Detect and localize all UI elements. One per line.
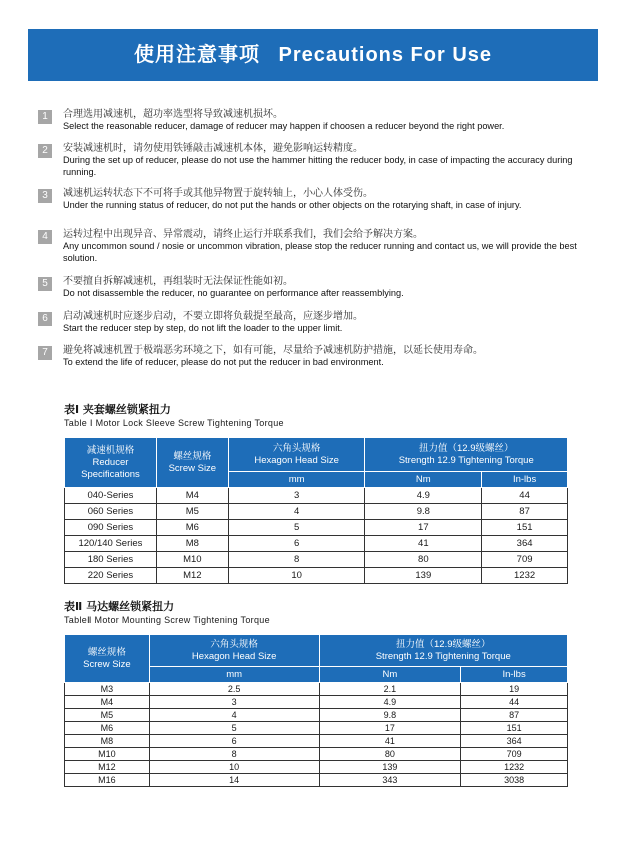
cell: M6 — [156, 520, 228, 536]
table-row — [65, 709, 568, 722]
precaution-item — [38, 344, 608, 374]
header-screw-size: 螺丝规格 Screw Size — [65, 635, 150, 683]
cell: 3 — [228, 488, 365, 504]
cell: 80 — [365, 552, 482, 568]
item-number: 6 — [38, 312, 52, 326]
item-text-en: Any uncommon sound / nosie or uncommon vibration, please stop the reducer running and contact us, we will provide the best solution. — [63, 241, 577, 263]
table-row — [65, 774, 568, 787]
header-hex-head: 六角头规格 Hexagon Head Size — [228, 438, 365, 472]
header-screw-size: 螺丝规格 Screw Size — [156, 438, 228, 488]
table-row — [65, 568, 568, 584]
cell: 8 — [149, 748, 319, 761]
cell: 17 — [365, 520, 482, 536]
precaution-item — [38, 187, 608, 228]
item-number: 5 — [38, 277, 52, 291]
item-number: 1 — [38, 110, 52, 124]
table-row — [65, 536, 568, 552]
cell: 6 — [149, 735, 319, 748]
table-row — [65, 504, 568, 520]
cell: 9.8 — [365, 504, 482, 520]
cell: 44 — [482, 488, 568, 504]
item-text-cn: 安装减速机时，请勿使用铁锤敲击减速机本体，避免影响运转精度。 — [63, 143, 363, 154]
cell: 343 — [319, 774, 461, 787]
header-torque: 扭力值（12.9级螺丝） Strength 12.9 Tightening Torque — [365, 438, 568, 472]
cell: M5 — [156, 504, 228, 520]
item-text-en: During the set up of reducer, please do not use the hammer hitting the reducer body, in case of impacting the accuracy during running. — [63, 155, 573, 177]
header-inlbs: In-lbs — [461, 667, 568, 683]
item-text-cn: 运转过程中出现异音、异常震动，请终止运行并联系我们，我们会给予解决方案。 — [63, 229, 423, 240]
cell: M5 — [65, 709, 150, 722]
precaution-item — [38, 108, 608, 142]
cell: 5 — [149, 722, 319, 735]
table2-caption-cn: 表Ⅱ 马达螺丝锁紧扭力 — [64, 600, 175, 613]
cell: 44 — [461, 696, 568, 709]
cell: 4.9 — [365, 488, 482, 504]
item-number: 4 — [38, 230, 52, 244]
cell: 139 — [365, 568, 482, 584]
cell: 180 Series — [65, 552, 157, 568]
cell: 139 — [319, 761, 461, 774]
cell: 14 — [149, 774, 319, 787]
cell: 19 — [461, 683, 568, 696]
table1 — [64, 437, 568, 584]
table-row — [65, 552, 568, 568]
cell: 10 — [149, 761, 319, 774]
cell: 10 — [228, 568, 365, 584]
cell: 4.9 — [319, 696, 461, 709]
cell: 709 — [461, 748, 568, 761]
table1-caption — [64, 403, 284, 429]
cell: 3038 — [461, 774, 568, 787]
cell: 3 — [149, 696, 319, 709]
cell: M12 — [65, 761, 150, 774]
cell: 80 — [319, 748, 461, 761]
precautions-list — [38, 108, 608, 374]
cell: M8 — [156, 536, 228, 552]
table-row — [65, 722, 568, 735]
item-text-cn: 启动减速机时应逐步启动，不要立即将负载提至最高，应逐步增加。 — [63, 311, 363, 322]
header-nm: Nm — [319, 667, 461, 683]
table-row — [65, 488, 568, 504]
header-mm: mm — [149, 667, 319, 683]
table-row — [65, 735, 568, 748]
title-cn: 使用注意事项 — [133, 44, 260, 66]
cell: 709 — [482, 552, 568, 568]
title-en: Precautions For Use — [278, 44, 493, 66]
page-title-banner — [28, 29, 598, 81]
cell: M12 — [156, 568, 228, 584]
header-torque: 扭力值（12.9级螺丝） Strength 12.9 Tightening Torque — [319, 635, 568, 667]
cell: 040-Series — [65, 488, 157, 504]
item-text-en: To extend the life of reducer, please do not put the reducer in bad environment. — [63, 357, 384, 367]
cell: 8 — [228, 552, 365, 568]
table-row — [65, 683, 568, 696]
header-mm: mm — [228, 472, 365, 488]
cell: 151 — [482, 520, 568, 536]
cell: M3 — [65, 683, 150, 696]
cell: 151 — [461, 722, 568, 735]
cell: M8 — [65, 735, 150, 748]
cell: 87 — [482, 504, 568, 520]
cell: M4 — [65, 696, 150, 709]
cell: 17 — [319, 722, 461, 735]
table2-caption — [64, 600, 270, 626]
item-text-cn: 不要擅自拆解减速机，再组装时无法保证性能如初。 — [63, 276, 293, 287]
item-text-en: Start the reducer step by step, do not lift the loader to the upper limit. — [63, 323, 343, 333]
cell: 220 Series — [65, 568, 157, 584]
cell: 090 Series — [65, 520, 157, 536]
header-reducer-specs: 减速机规格 Reducer Specifications — [65, 438, 157, 488]
table-row — [65, 761, 568, 774]
table2-caption-en: TableⅡ Motor Mounting Screw Tightening Torque — [64, 615, 270, 625]
cell: 364 — [482, 536, 568, 552]
cell: 2.5 — [149, 683, 319, 696]
cell: M16 — [65, 774, 150, 787]
precaution-item — [38, 275, 608, 310]
item-number: 2 — [38, 144, 52, 158]
table-row — [65, 748, 568, 761]
item-text-cn: 合理选用减速机，超功率选型将导致减速机损坏。 — [63, 109, 283, 120]
precaution-item — [38, 228, 608, 275]
cell: 6 — [228, 536, 365, 552]
item-number: 3 — [38, 189, 52, 203]
item-text-en: Under the running status of reducer, do not put the hands or other objects on the rotarying shaft, in case of injury. — [63, 200, 522, 210]
cell: 364 — [461, 735, 568, 748]
cell: M10 — [65, 748, 150, 761]
header-inlbs: In-lbs — [482, 472, 568, 488]
cell: 5 — [228, 520, 365, 536]
table-row — [65, 520, 568, 536]
table1-caption-cn: 表Ⅰ 夹套螺丝锁紧扭力 — [64, 403, 171, 416]
item-text-cn: 减速机运转状态下不可将手或其他异物置于旋转轴上，小心人体受伤。 — [63, 188, 373, 199]
header-hex-head: 六角头规格 Hexagon Head Size — [149, 635, 319, 667]
cell: 41 — [319, 735, 461, 748]
table1-caption-en: Table Ⅰ Motor Lock Sleeve Screw Tightening Torque — [64, 418, 284, 428]
table-row — [65, 696, 568, 709]
cell: 9.8 — [319, 709, 461, 722]
item-text-en: Do not disassemble the reducer, no guarantee on performance after reassemblying. — [63, 288, 404, 298]
table2 — [64, 634, 568, 787]
cell: 4 — [149, 709, 319, 722]
cell: 87 — [461, 709, 568, 722]
cell: 2.1 — [319, 683, 461, 696]
cell: M4 — [156, 488, 228, 504]
item-text-en: Select the reasonable reducer, damage of reducer may happen if choosen a reducer beyond the right power. — [63, 121, 505, 131]
cell: M10 — [156, 552, 228, 568]
cell: 4 — [228, 504, 365, 520]
cell: 060 Series — [65, 504, 157, 520]
header-nm: Nm — [365, 472, 482, 488]
precaution-item — [38, 142, 608, 187]
cell: 41 — [365, 536, 482, 552]
cell: 1232 — [461, 761, 568, 774]
precaution-item — [38, 310, 608, 344]
item-text-cn: 避免将减速机置于极端恶劣环境之下，如有可能，尽量给予减速机防护措施，以延长使用寿命。 — [63, 345, 483, 356]
cell: 1232 — [482, 568, 568, 584]
cell: 120/140 Series — [65, 536, 157, 552]
item-number: 7 — [38, 346, 52, 360]
cell: M6 — [65, 722, 150, 735]
